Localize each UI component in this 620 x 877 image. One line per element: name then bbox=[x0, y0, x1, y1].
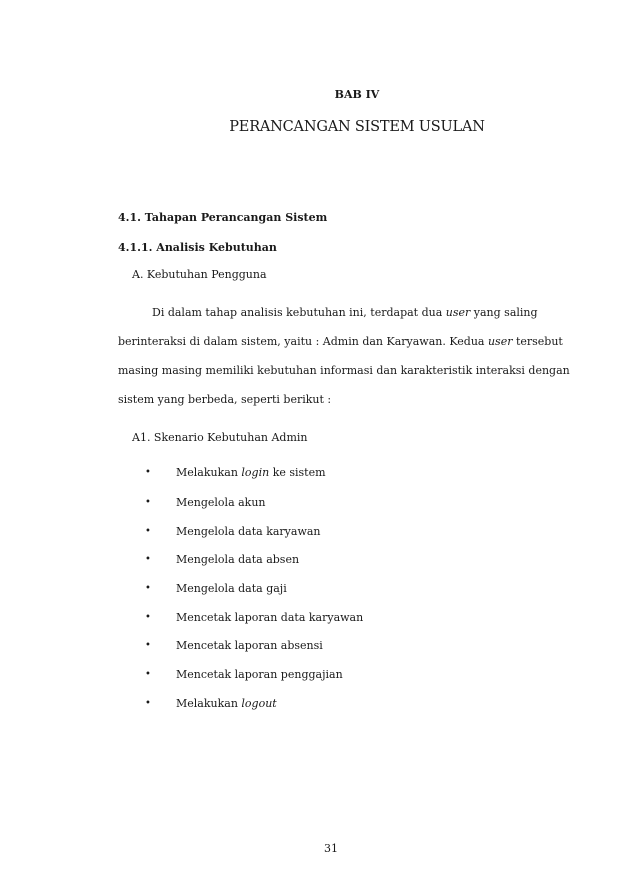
paragraph-line-1 bbox=[152, 306, 538, 319]
bullet-marker: • bbox=[145, 698, 151, 709]
subsection-heading: 4.1.1. Analisis Kebutuhan bbox=[118, 241, 277, 254]
subheading-kebutuhan-pengguna: A. Kebutuhan Pengguna bbox=[132, 268, 267, 281]
bullet-marker: • bbox=[145, 497, 151, 508]
paragraph-emphasis: user bbox=[487, 335, 513, 348]
list-item bbox=[176, 466, 326, 479]
chapter-title: PERANCANGAN SISTEM USULAN bbox=[229, 119, 485, 135]
bullet-marker: • bbox=[145, 669, 151, 680]
list-item-text: ke sistem bbox=[269, 466, 326, 479]
list-item-emphasis: logout bbox=[241, 697, 277, 710]
bullet-marker: • bbox=[145, 612, 151, 623]
list-item: Mengelola data karyawan bbox=[176, 525, 321, 538]
page-number: 31 bbox=[324, 842, 338, 855]
list-item-text: Melakukan bbox=[176, 466, 242, 479]
list-item: Mengelola data absen bbox=[176, 553, 300, 566]
paragraph-emphasis: user bbox=[445, 306, 471, 319]
paragraph-line-2 bbox=[118, 335, 563, 348]
paragraph-line-3: masing masing memiliki kebutuhan informasi dan karakteristik interaksi dengan bbox=[118, 364, 570, 377]
chapter-label: BAB IV bbox=[334, 88, 380, 101]
list-item-emphasis: login bbox=[241, 466, 270, 479]
bullet-marker: • bbox=[145, 583, 151, 594]
list-item: Mengelola data gaji bbox=[176, 582, 287, 595]
subheading-skenario-admin: A1. Skenario Kebutuhan Admin bbox=[132, 431, 308, 444]
bullet-marker: • bbox=[145, 526, 151, 537]
list-item: Mencetak laporan data karyawan bbox=[176, 611, 364, 624]
list-item: Mencetak laporan penggajian bbox=[176, 668, 343, 681]
bullet-marker: • bbox=[145, 554, 151, 565]
section-heading: 4.1. Tahapan Perancangan Sistem bbox=[118, 211, 328, 224]
paragraph-text: tersebut bbox=[512, 335, 563, 348]
bullet-marker: • bbox=[145, 640, 151, 651]
list-item-text: Melakukan bbox=[176, 697, 242, 710]
bullet-marker: • bbox=[145, 467, 151, 478]
list-item: Mengelola akun bbox=[176, 496, 266, 509]
list-item bbox=[176, 697, 277, 710]
list-item: Mencetak laporan absensi bbox=[176, 639, 323, 652]
paragraph-text: Di dalam tahap analisis kebutuhan ini, terdapat dua bbox=[152, 306, 446, 319]
paragraph-line-4: sistem yang berbeda, seperti berikut : bbox=[118, 393, 332, 406]
paragraph-text: berinteraksi di dalam sistem, yaitu : Admin dan Karyawan. Kedua bbox=[118, 335, 488, 348]
paragraph-text: yang saling bbox=[470, 306, 538, 319]
